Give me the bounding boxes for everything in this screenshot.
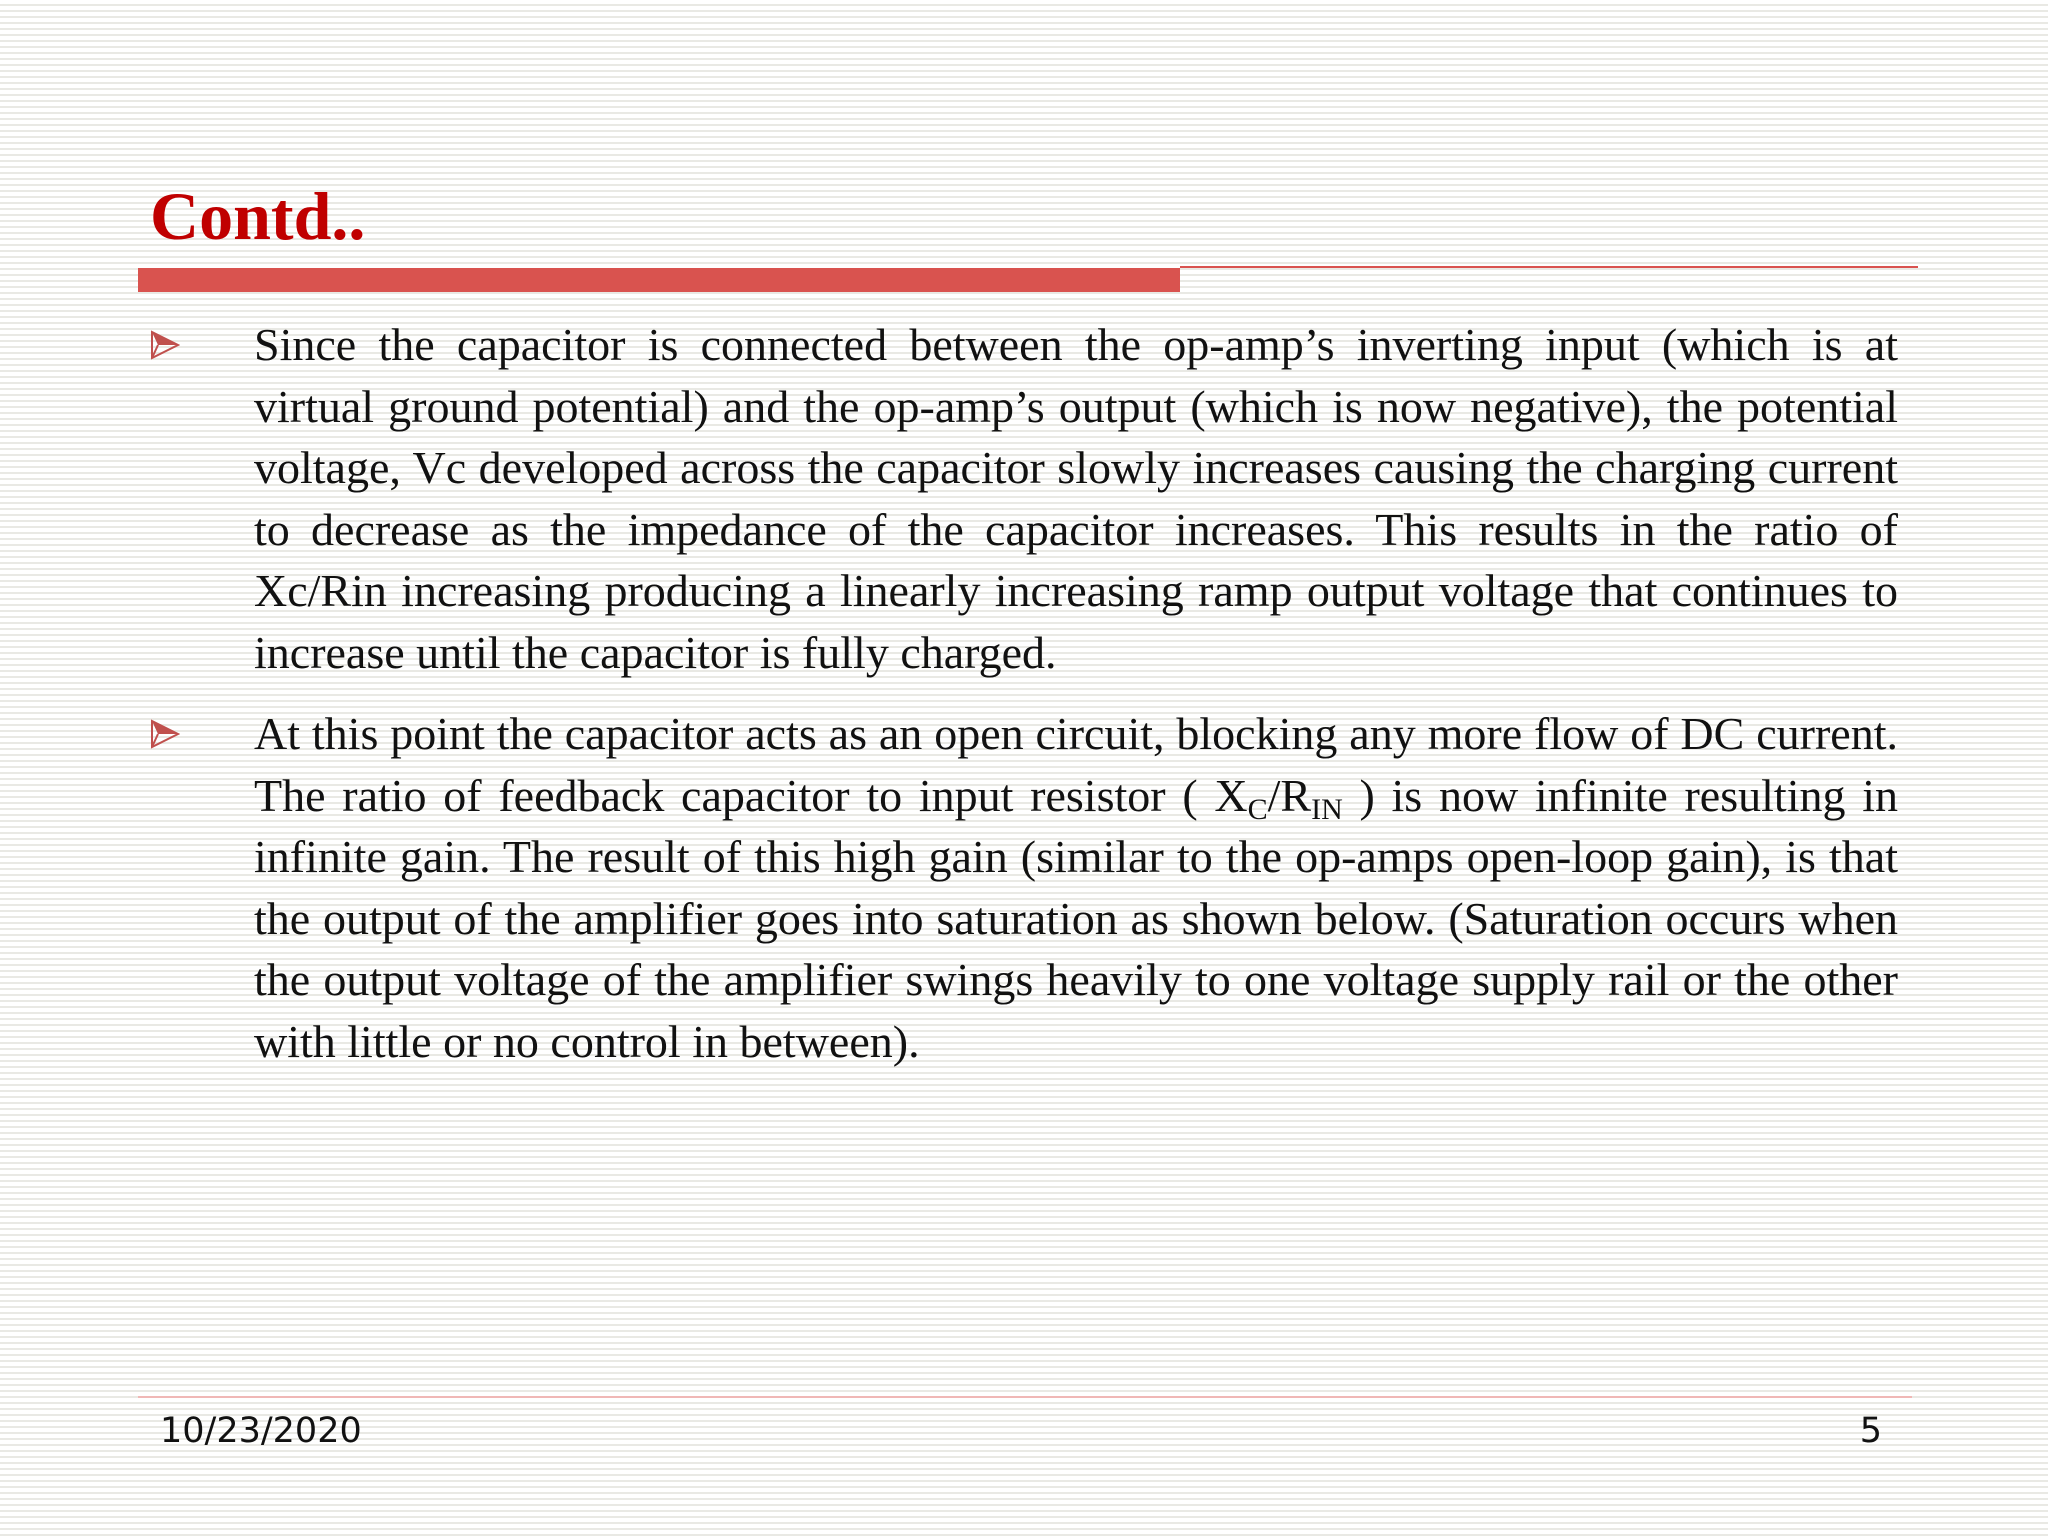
- slide-title: Contd..: [150, 178, 366, 254]
- bullet-text-part: /R: [1267, 769, 1312, 821]
- title-underline-rule: [1180, 266, 1918, 268]
- bullet-text-part: ) is now infinite resulting in infinite gain. The result of this high gain (similar to the op-amps open-loop gain), is that the output of the amplifier goes into saturation as shown below. (Saturation occurs when the output voltage of the amplifier swings heavily to one voltage supply rail or the other with little or no control in between).: [254, 769, 1898, 1067]
- bullet-item: [150, 703, 1898, 1072]
- page-number: 5: [1859, 1411, 1882, 1451]
- footer-date: 10/23/2020: [160, 1411, 362, 1451]
- arrowhead-bullet-icon: [150, 703, 254, 765]
- bullet-text: Since the capacitor is connected between the op-amp’s inverting input (which is at virtual ground potential) and the op-amp’s output (which is now negative), the potential voltage, Vc developed across the capacitor slowly increases causing the charging current to decrease as the impedance of the capacitor increases. This results in the ratio of Xc/Rin increasing producing a linearly increasing ramp output voltage that continues to increase until the capacitor is fully charged.: [254, 319, 1898, 678]
- subscript-c: C: [1247, 792, 1268, 826]
- bullet-text-part: At this point the capacitor acts as an open circuit, blocking any more flow of DC current. The ratio of feedback capacitor to input resistor ( X: [254, 708, 1898, 821]
- subscript-in: IN: [1311, 792, 1343, 826]
- footer-divider: [138, 1396, 1912, 1398]
- arrowhead-bullet-icon: [150, 314, 254, 376]
- title-underline-bar: [138, 268, 1180, 292]
- slide-content: [150, 314, 1898, 1092]
- bullet-text: [254, 703, 1898, 1072]
- bullet-item: [150, 314, 1898, 683]
